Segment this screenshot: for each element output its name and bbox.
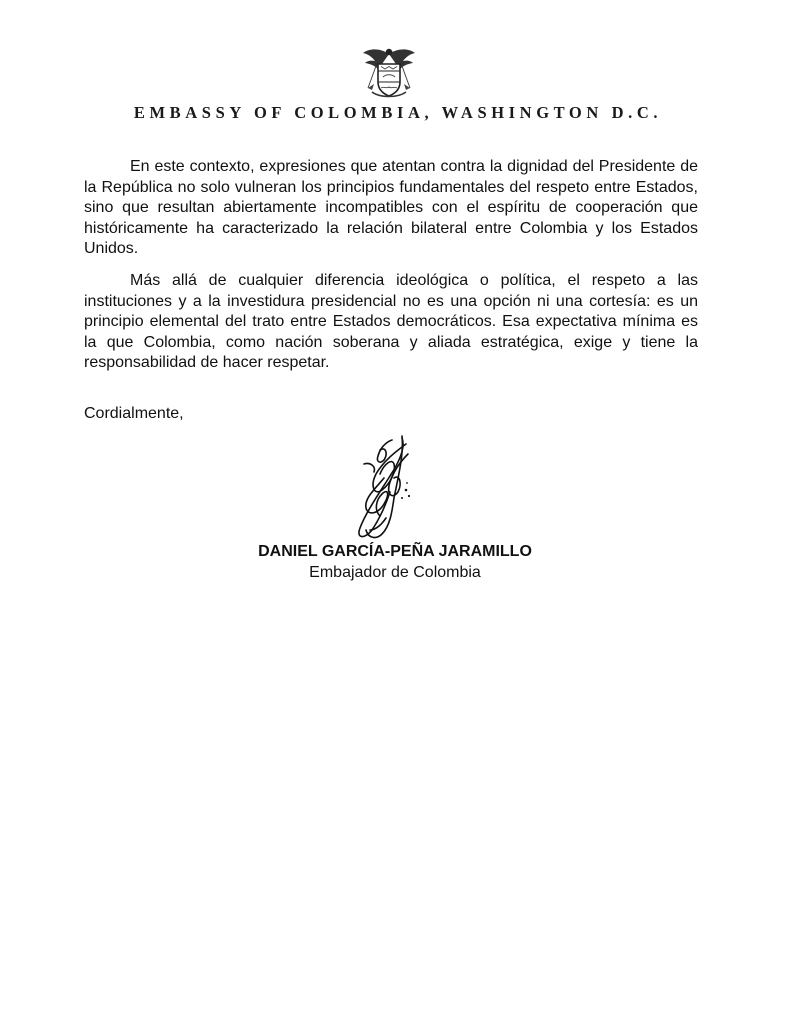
handwritten-signature-icon [336, 434, 436, 546]
signer-name: DANIEL GARCÍA-PEÑA JARAMILLO [258, 543, 532, 560]
body-paragraph-2 [84, 271, 698, 374]
paragraph-text: Más allá de cualquier diferencia ideológica o política, el respeto a las instituciones y a la investidura presidencial no es una opción ni una cortesía: es un principio elemental del trato entre Estados democráticos. Esa expectativa mínima es la que Colombia, como nación soberana y aliada estratégica, exige y tiene la responsabilidad de hacer respetar. [84, 272, 698, 372]
closing-salutation: Cordialmente, [84, 405, 184, 422]
signer-title: Embajador de Colombia [309, 564, 481, 581]
colombian-coat-of-arms-icon [362, 44, 416, 100]
paragraph-text: En este contexto, expresiones que atentan contra la dignidad del Presidente de la República no solo vulneran los principios fundamentales del respeto entre Estados, sino que resultan abiertamente incompatibles con el espíritu de cooperación que históricamente ha caracterizado la relación bilateral entre Colombia y los Estados Unidos. [84, 158, 698, 258]
letterhead-title: EMBASSY OF COLOMBIA, WASHINGTON D.C. [133, 103, 663, 122]
body-paragraph-1 [84, 157, 698, 260]
